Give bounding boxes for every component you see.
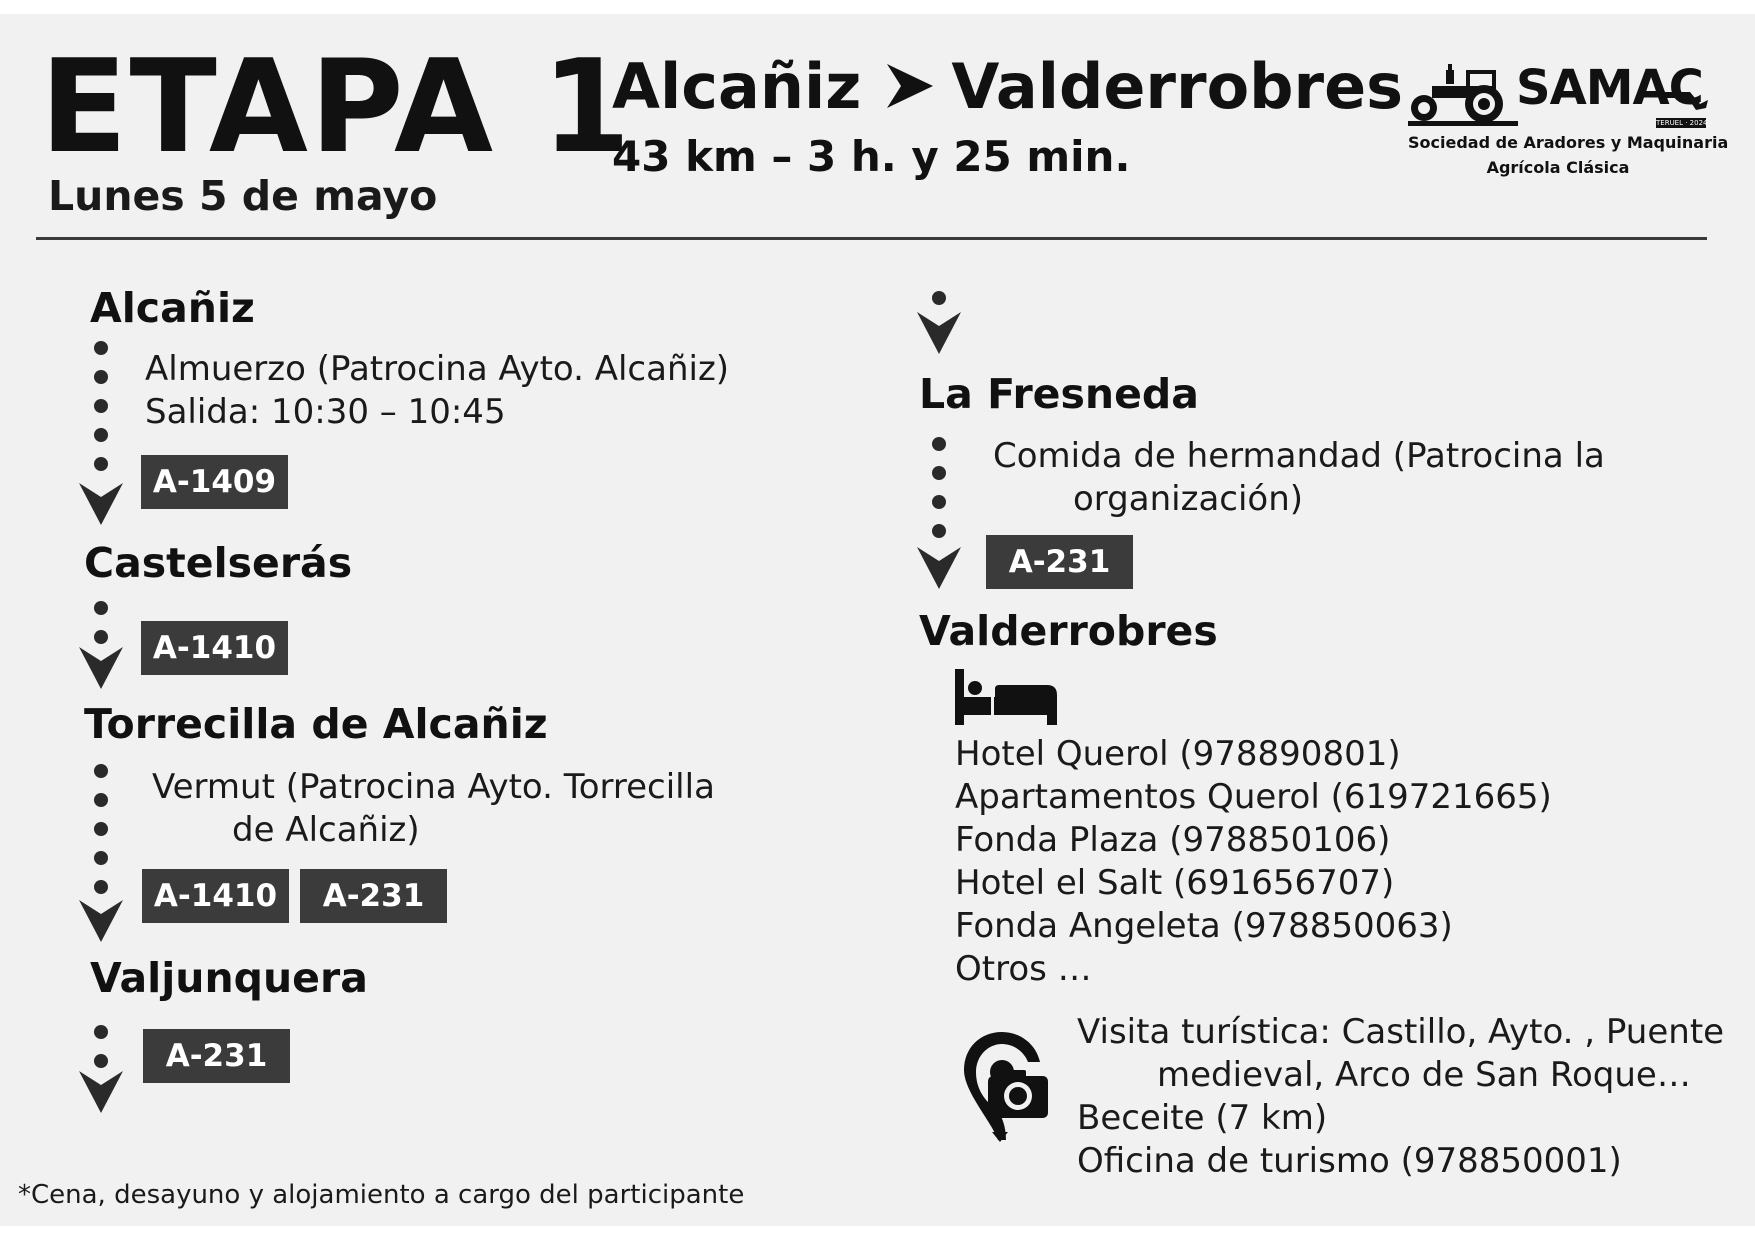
chevron-down-icon: [79, 1071, 123, 1113]
chevron-down-icon: [79, 647, 123, 689]
route-dot: [94, 341, 108, 355]
camera-pin-icon: [962, 1030, 1050, 1142]
road-badge: A-1409: [141, 455, 288, 509]
route-arrow-icon: [887, 56, 933, 118]
route-dot: [94, 370, 108, 384]
lodging-item: Fonda Angeleta (978850063): [955, 906, 1453, 946]
road-badge: A-231: [143, 1029, 290, 1083]
lodging-item: Hotel el Salt (691656707): [955, 863, 1395, 903]
stage-title: ETAPA 1: [40, 33, 633, 182]
route-dot: [94, 822, 108, 836]
route-dot: [932, 495, 946, 509]
route-origin: Alcañiz: [612, 50, 862, 124]
stop-text-line: Comida de hermandad (Patrocina la: [993, 436, 1605, 476]
route-stats: 43 km – 3 h. y 25 min.: [612, 132, 1131, 181]
stop-text-line: organización): [1073, 479, 1304, 519]
samac-logo: [1408, 58, 1729, 188]
tourism-info: [1077, 1011, 1724, 1183]
chevron-down-icon: [79, 483, 123, 525]
route-dot: [94, 1054, 108, 1068]
logo-name: SAMAC: [1516, 60, 1703, 116]
stop-description: [145, 348, 729, 434]
tourism-text-line: Visita turística: Castillo, Ayto. , Puente: [1077, 1012, 1725, 1052]
lodging-item: Fonda Plaza (978850106): [955, 820, 1391, 860]
route-dot: [932, 437, 946, 451]
lodging-item: Hotel Querol (978890801): [955, 734, 1401, 774]
chevron-down-icon: [917, 312, 961, 354]
stop-description: [152, 766, 715, 852]
town-valderrobres: Valderrobres: [919, 607, 1218, 655]
tourism-text-line: medieval, Arco de San Roque…: [1157, 1055, 1691, 1095]
footnote: *Cena, desayuno y alojamiento a cargo del participante: [18, 1180, 745, 1210]
town-la-fresneda: La Fresneda: [919, 370, 1199, 418]
route-dot: [94, 457, 108, 471]
stop-text-line: de Alcañiz): [232, 810, 420, 850]
stop-text-line: Salida: 10:30 – 10:45: [145, 392, 506, 432]
town-valjunquera: Valjunquera: [90, 954, 368, 1002]
stop-description: [993, 435, 1605, 521]
stop-text-line: Almuerzo (Patrocina Ayto. Alcañiz): [145, 349, 730, 389]
tourism-text-line: Beceite (7 km): [1077, 1098, 1328, 1138]
route-destination: Valderrobres: [951, 50, 1404, 124]
route-dot: [94, 764, 108, 778]
header-divider: [36, 237, 1707, 240]
route-dot: [932, 524, 946, 538]
plow-icon: [1660, 86, 1708, 116]
lodging-list: [955, 733, 1552, 991]
logo-subtitle-1: Sociedad de Aradores y Maquinaria: [1408, 133, 1729, 152]
tractor-icon: [1408, 64, 1518, 126]
road-badge: A-1410: [141, 621, 288, 675]
road-badge: A-231: [300, 869, 447, 923]
town-torrecilla: Torrecilla de Alcañiz: [84, 700, 548, 748]
route-dot: [932, 466, 946, 480]
lodging-item: Otros …: [955, 949, 1092, 989]
chevron-down-icon: [79, 900, 123, 942]
chevron-down-icon: [917, 547, 961, 589]
stop-text-line: Vermut (Patrocina Ayto. Torrecilla: [152, 767, 715, 807]
stage-date: Lunes 5 de mayo: [48, 172, 438, 220]
town-alcaniz: Alcañiz: [90, 284, 255, 332]
logo-year: TERUEL · 2024: [1656, 119, 1708, 127]
route-dot: [94, 399, 108, 413]
route-dot: [94, 793, 108, 807]
route-dot: [94, 1025, 108, 1039]
tourism-text-line: Oficina de turismo (978850001): [1077, 1141, 1622, 1181]
road-badge: A-1410: [142, 869, 289, 923]
route-dot: [94, 428, 108, 442]
route-dot: [94, 630, 108, 644]
town-castelseras: Castelserás: [84, 539, 353, 587]
route-dot: [932, 291, 946, 305]
lodging-item: Apartamentos Querol (619721665): [955, 777, 1552, 817]
bed-icon: [955, 669, 1057, 725]
logo-subtitle-2: Agrícola Clásica: [1486, 158, 1630, 177]
route-dot: [94, 601, 108, 615]
route-dot: [94, 851, 108, 865]
route-title: [612, 50, 1404, 126]
road-badge: A-231: [986, 535, 1133, 589]
route-dot: [94, 880, 108, 894]
